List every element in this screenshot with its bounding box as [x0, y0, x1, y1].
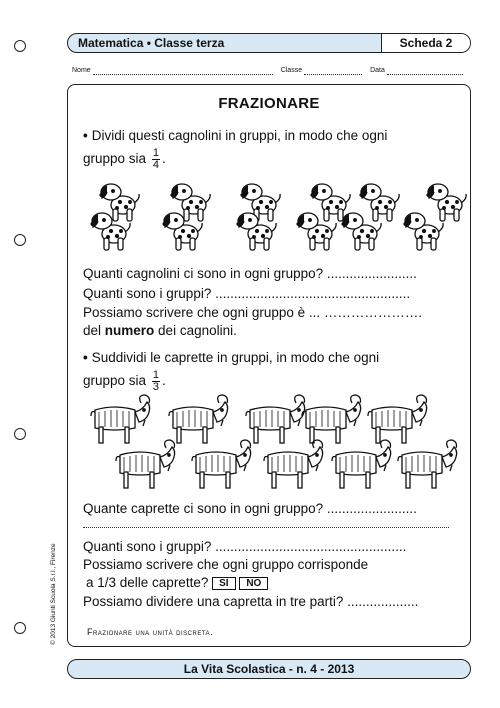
footnote: Frazionare una unità discreta.	[87, 627, 214, 637]
sheet-label: Scheda 2	[381, 34, 470, 52]
worksheet-title: FRAZIONARE	[218, 95, 320, 112]
date-label: Data	[370, 67, 385, 74]
goat-icon	[116, 440, 175, 488]
subject-label: Matematica • Classe terza	[78, 36, 225, 50]
answer-line[interactable]	[83, 527, 449, 528]
ex2-instruction: • Suddividi le caprette in gruppi, in modo che ogni	[83, 350, 380, 365]
goat-icon	[332, 440, 391, 488]
bullet-icon: •	[83, 128, 88, 143]
footer-label: La Vita Scolastica - n. 4 - 2013	[183, 662, 355, 676]
bullet-icon: •	[83, 350, 88, 365]
ex2-instruction-line2: gruppo sia $\frac{1}{3}$ .	[83, 369, 166, 393]
copyright-notice: © 2013 Giunti Scuola S.r.l., Firenze	[50, 543, 57, 645]
ex1-question-2: Quanti sono i gruppi? ....................................................	[83, 286, 411, 301]
yes-box[interactable]: SÌ	[212, 577, 235, 590]
ex2-question-5: Possiamo dividere una capretta in tre parti? ...................	[83, 594, 419, 609]
goat-icon	[192, 440, 251, 488]
ex1-instruction: • Dividi questi cagnolini in gruppi, in modo che ogni	[83, 128, 388, 143]
ex1-question-3: Possiamo scrivere che ogni gruppo è ... ………………….	[83, 305, 423, 320]
fraction-one-third: $\frac{1}{3}$	[152, 369, 159, 393]
ex1-question-1: Quanti cagnolini ci sono in ogni gruppo? ........................	[83, 266, 417, 281]
goat-icon	[302, 395, 361, 443]
ex2-question-1: Quante caprette ci sono in ogni gruppo? ........................	[83, 501, 417, 516]
goat-icon	[246, 395, 305, 443]
goat-icon	[91, 395, 150, 443]
ex2-question-4: a 1/3 delle caprette? SÌ NO	[86, 574, 268, 592]
ex1-instruction-line2: gruppo sia $\frac{1}{4}$ .	[83, 147, 166, 171]
goat-icon	[169, 395, 228, 443]
goat-icon	[368, 395, 427, 443]
ex1-question-4: del numero dei cagnolini.	[83, 323, 237, 338]
footer-bar	[67, 659, 471, 679]
name-label: Nome	[72, 67, 91, 74]
ex2-question-2: Quanti sono i gruppi? ...................................................	[83, 539, 407, 554]
goat-icon	[264, 440, 323, 488]
fraction-one-quarter: $\frac{1}{4}$	[152, 147, 159, 171]
no-box[interactable]: NO	[239, 577, 268, 590]
ex2-question-3: Possiamo scrivere che ogni gruppo corrisponde	[83, 557, 369, 572]
goat-icon	[398, 440, 457, 488]
class-label: Classe	[280, 67, 303, 74]
